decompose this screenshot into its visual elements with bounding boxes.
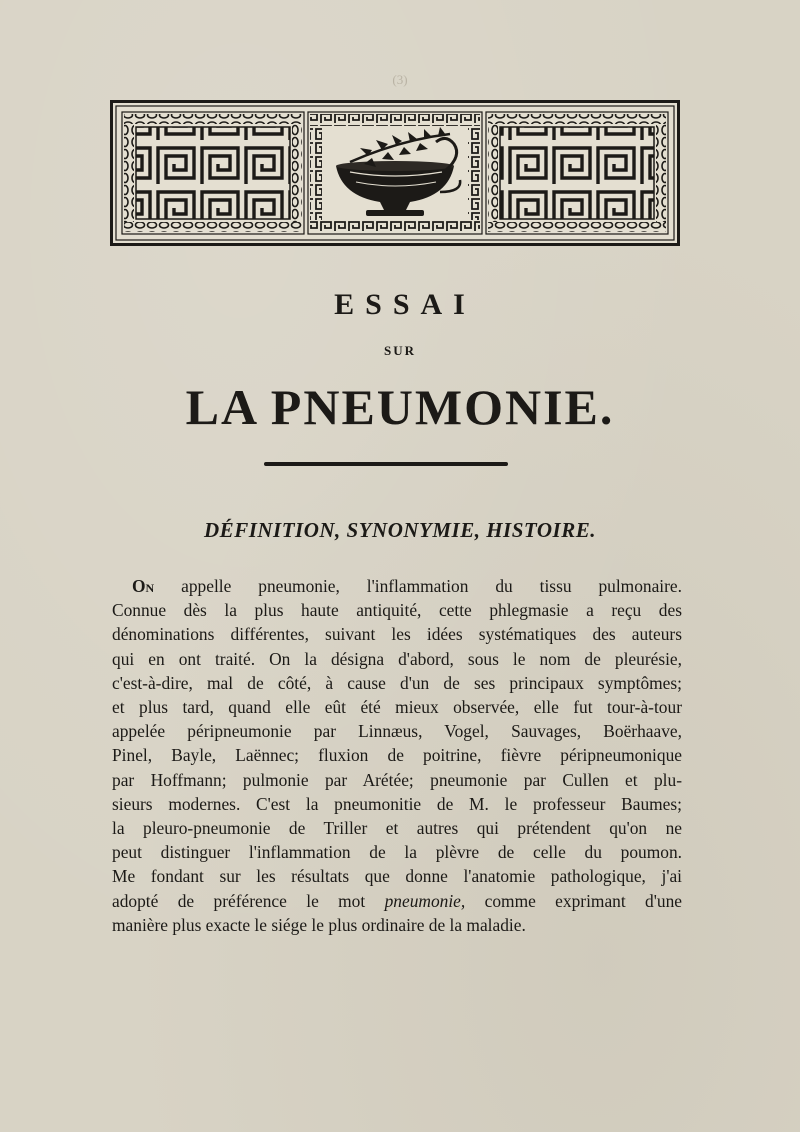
line-text: la pleuro-pneumonie de Triller et autres qui prétendent qu'on ne [112,818,682,839]
paragraph-line-6 [112,695,682,719]
left-meander-panel [122,112,304,234]
section-heading: DÉFINITION, SYNONYMIE, HISTOIRE. [204,518,596,542]
line-text: c'est-à-dire, mal de côté, à cause d'un de ses principaux symptômes; [112,672,682,693]
italic-term: pneumonie, [384,890,466,911]
line-text: appelle pneumonie, l'inflammation du tissu pulmonaire. [181,576,682,596]
body-paragraph [112,574,682,937]
paragraph-line-11 [112,816,682,840]
paragraph-line-1 [112,574,682,598]
paragraph-line-12 [112,840,682,864]
dropcap-word: On [132,576,155,596]
paragraph-line-15 [112,913,682,937]
page-number: (3) [392,72,408,87]
paragraph-line-13 [112,864,682,888]
paragraph-line-2 [112,598,682,622]
paragraph-line-5 [112,671,682,695]
line-text: manière plus exacte le siége le plus ordinaire de la maladie. [112,914,526,935]
paragraph-line-7 [112,719,682,743]
greek-key-ornament-headpiece [110,100,680,246]
essai-heading: ESSAI [334,288,476,321]
line-text: Me fondant sur les résultats que donne l'anatomie pathologique, j'ai [112,866,682,887]
line-text: sieurs modernes. C'est la pneumonitie de M. le professeur Baumes; [112,793,682,814]
main-title: LA PNEUMONIE. [185,379,615,435]
title-rule [264,462,508,466]
line-text: dénominations différentes, suivant les idées systématiques des auteurs [112,624,682,645]
paragraph-line-3 [112,622,682,646]
line-text: peut distinguer l'inflammation de la plèvre de celle du poumon. [112,842,682,863]
line-text: Connue dès la plus haute antiquité, cette phlegmasie a reçu des [112,600,682,621]
line-text: et plus tard, quand elle eût été mieux observée, elle fut tour-à-tour [112,697,682,718]
right-meander-panel [486,112,668,234]
paragraph-line-8 [112,743,682,767]
paragraph-line-14 [112,889,682,913]
line-text-tail: comme exprimant d'une [484,890,682,911]
center-vase-panel [308,112,482,234]
sur-subheading: SUR [383,343,416,358]
line-text: appelée péripneumonie par Linnæus, Vogel, Sauvages, Boërhaave, [112,721,682,742]
line-text: Pinel, Bayle, Laënnec; fluxion de poitrine, fièvre péripneumonique [112,745,682,766]
line-text: adopté de préférence le mot [112,890,366,911]
line-text: qui en ont traité. On la désigna d'abord, sous le nom de pleurésie, [112,648,682,669]
paragraph-line-4 [112,647,682,671]
paragraph-line-9 [112,768,682,792]
paragraph-line-10 [112,792,682,816]
line-text: par Hoffmann; pulmonie par Arétée; pneumonie par Cullen et plu- [112,769,682,790]
